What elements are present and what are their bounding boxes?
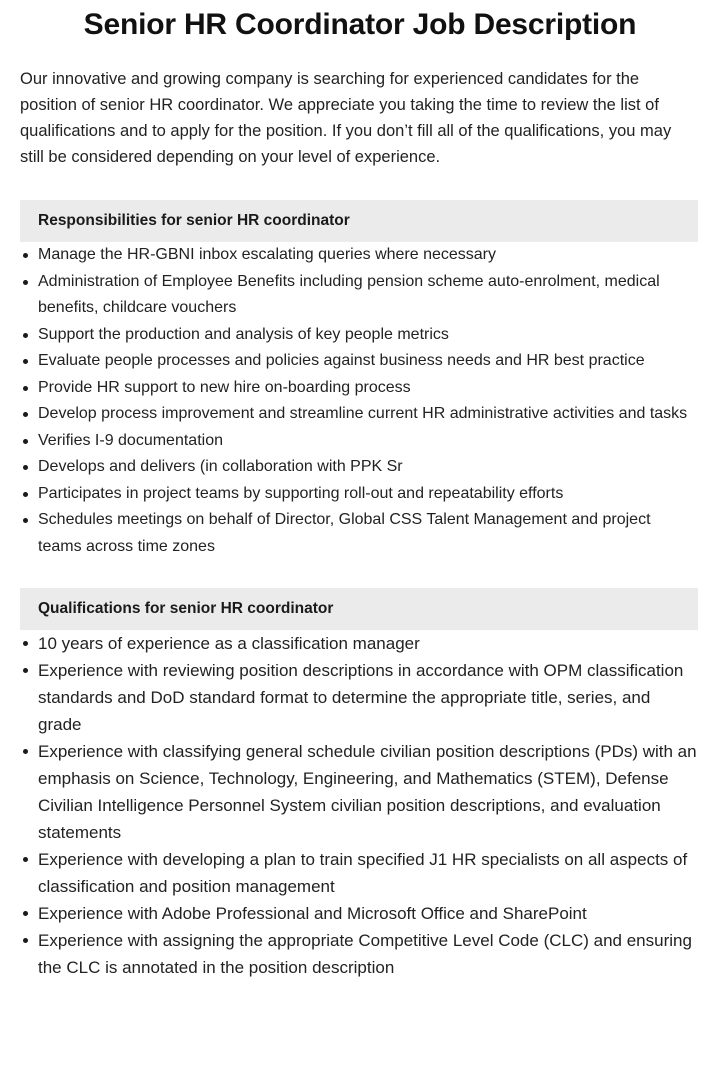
list-item: 10 years of experience as a classification manager xyxy=(0,630,720,657)
qualifications-list xyxy=(0,630,720,981)
spacer-before-qualifications xyxy=(0,560,720,588)
list-item: Support the production and analysis of key people metrics xyxy=(0,322,720,349)
list-item: Participates in project teams by supporting roll-out and repeatability efforts xyxy=(0,481,720,508)
responsibilities-list xyxy=(0,242,720,560)
page-title: Senior HR Coordinator Job Description xyxy=(83,8,637,41)
list-item: Verifies I-9 documentation xyxy=(0,428,720,455)
qualifications-heading: Qualifications for senior HR coordinator xyxy=(38,600,334,617)
list-item: Experience with assigning the appropriate Competitive Level Code (CLC) and ensuring the CLC is annotated in the position description xyxy=(0,927,720,981)
list-item: Experience with Adobe Professional and Microsoft Office and SharePoint xyxy=(0,900,720,927)
list-item: Evaluate people processes and policies against business needs and HR best practice xyxy=(0,348,720,375)
list-item: Manage the HR-GBNI inbox escalating queries where necessary xyxy=(0,242,720,269)
list-item: Experience with reviewing position descriptions in accordance with OPM classification standards and DoD standard format to determine the appropriate title, series, and grade xyxy=(0,657,720,738)
responsibilities-heading: Responsibilities for senior HR coordinator xyxy=(38,212,350,229)
spacer-before-responsibilities xyxy=(0,170,720,200)
page-bottom-spacer xyxy=(0,981,720,1009)
list-item: Administration of Employee Benefits including pension scheme auto-enrolment, medical benefits, childcare vouchers xyxy=(0,269,720,322)
list-item: Provide HR support to new hire on-boarding process xyxy=(0,375,720,402)
list-item: Develop process improvement and streamline current HR administrative activities and tasks xyxy=(0,401,720,428)
list-item: Develops and delivers (in collaboration with PPK Sr xyxy=(0,454,720,481)
list-item: Experience with developing a plan to train specified J1 HR specialists on all aspects of classification and position management xyxy=(0,846,720,900)
qualifications-section-header xyxy=(20,588,698,630)
intro-paragraph: Our innovative and growing company is searching for experienced candidates for the position of senior HR coordinator. We appreciate you taking the time to review the list of qualifications and to apply for the position. If you don’t fill all of the qualifications, you may still be considered depending on your level of experience. xyxy=(20,70,672,166)
list-item: Experience with classifying general schedule civilian position descriptions (PDs) with an emphasis on Science, Technology, Engineering, and Mathematics (STEM), Defense Civilian Intelligence Personnel System civilian position descriptions, and evaluation statements xyxy=(0,738,720,846)
list-item: Schedules meetings on behalf of Director, Global CSS Talent Management and project teams across time zones xyxy=(0,507,720,560)
responsibilities-section-header xyxy=(20,200,698,242)
